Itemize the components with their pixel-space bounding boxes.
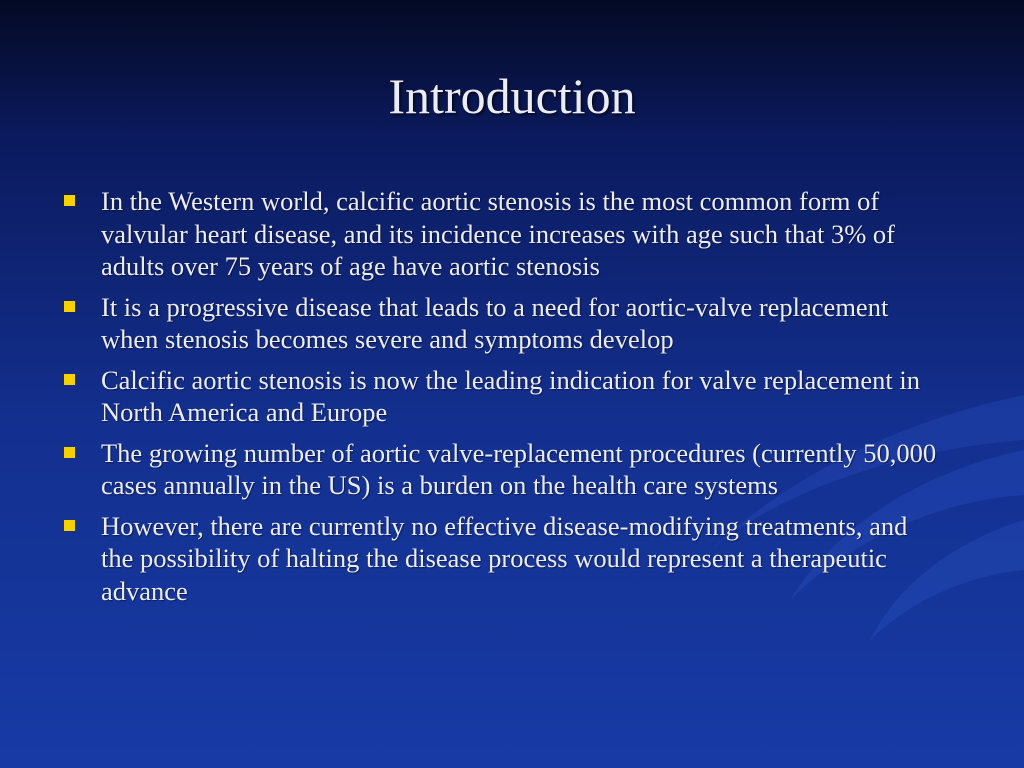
bullet-text: In the Western world, calcific aortic stenosis is the most common form of valvular heart disease, and its incidence increases with age such that 3% of adults over 75 years of age have aortic stenosis bbox=[101, 186, 895, 281]
bullet-item bbox=[62, 437, 942, 502]
bullet-item bbox=[62, 510, 942, 608]
square-bullet-icon bbox=[64, 447, 75, 458]
bullet-text: It is a progressive disease that leads to a need for aortic-valve replacement when stenosis becomes severe and symptoms develop bbox=[101, 291, 889, 354]
square-bullet-icon bbox=[64, 301, 75, 312]
bullet-item bbox=[62, 291, 942, 356]
bullet-text: Calcific aortic stenosis is now the leading indication for valve replacement in North America and Europe bbox=[101, 364, 921, 427]
square-bullet-icon bbox=[64, 520, 75, 531]
bullet-item bbox=[62, 185, 942, 283]
bullet-list bbox=[62, 185, 942, 615]
square-bullet-icon bbox=[64, 374, 75, 385]
bullet-item bbox=[62, 364, 942, 429]
bullet-text: The growing number of aortic valve-replacement procedures (currently 50,000 cases annually in the US) is a burden on the health care systems bbox=[101, 437, 937, 500]
bullet-text: However, there are currently no effective disease-modifying treatments, and the possibility of halting the disease process would represent a therapeutic advance bbox=[101, 510, 908, 606]
slide-title: Introduction bbox=[388, 68, 636, 124]
square-bullet-icon bbox=[64, 195, 75, 206]
